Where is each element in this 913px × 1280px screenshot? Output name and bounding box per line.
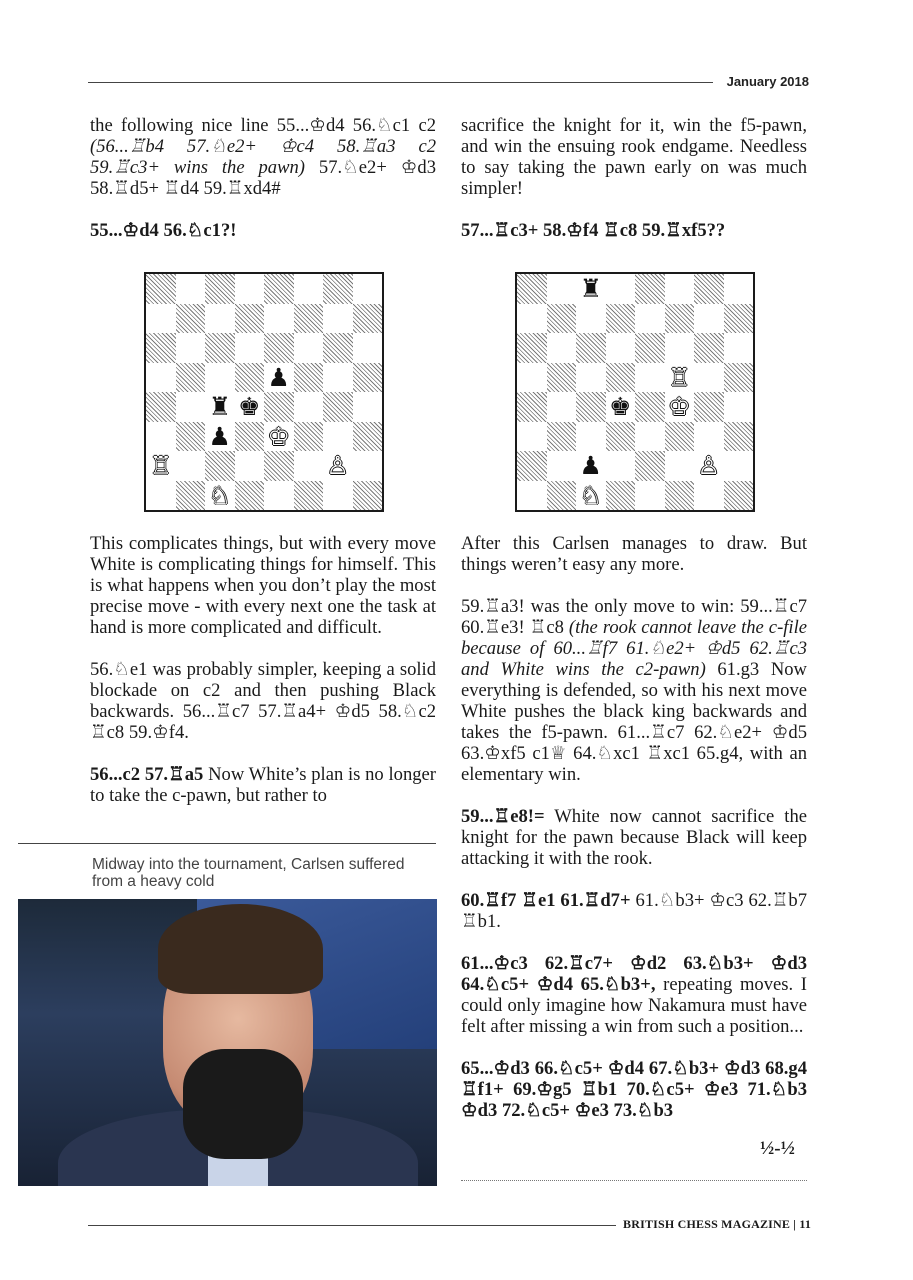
square-d4 (606, 392, 636, 422)
footer-rule (88, 1225, 616, 1226)
square-c8 (576, 274, 606, 304)
black-piece-c4: ♜ (208, 392, 231, 422)
left-paragraph-1: the following nice line 55...♔d4 56.♘c1 c2 (56...♖b4 57.♘e2+ ♔c4 58.♖a3 c2 59.♖c3+ wins the pawn) 57.♘e2+ ♔d3 58.♖d5+ ♖d4 59.♖xd4# (90, 115, 436, 199)
square-c8 (205, 274, 235, 304)
photo-caption: Midway into the tournament, Carlsen suffered from a heavy cold (92, 856, 405, 890)
square-e4 (264, 392, 294, 422)
square-e1 (635, 481, 665, 511)
square-c6 (205, 333, 235, 363)
square-f2 (665, 451, 695, 481)
square-h3 (724, 422, 754, 452)
chess-diagram-1 (144, 272, 384, 512)
square-e7 (635, 304, 665, 334)
square-g1 (323, 481, 353, 511)
square-b2 (547, 451, 577, 481)
square-c6 (576, 333, 606, 363)
square-d7 (235, 304, 265, 334)
square-f7 (294, 304, 324, 334)
square-h2 (724, 451, 754, 481)
square-g2 (323, 451, 353, 481)
square-f8 (665, 274, 695, 304)
square-b1 (176, 481, 206, 511)
left-paragraph-3: 56.♘e1 was probably simpler, keeping a solid blockade on c2 and then pushing Black backwards. 56...♖c7 57.♖a4+ ♔d5 58.♘c2 ♖c8 59.♔f4. (90, 659, 436, 743)
square-d3 (606, 422, 636, 452)
square-h5 (724, 363, 754, 393)
square-e8 (264, 274, 294, 304)
square-h8 (353, 274, 383, 304)
square-c2 (205, 451, 235, 481)
right-paragraph-2: After this Carlsen manages to draw. But things weren’t easy any more. (461, 533, 807, 575)
square-f5 (665, 363, 695, 393)
square-f8 (294, 274, 324, 304)
white-piece-c1: ♘ (579, 480, 602, 510)
square-h8 (724, 274, 754, 304)
carlsen-photo (18, 899, 437, 1186)
square-f4 (665, 392, 695, 422)
square-f4 (294, 392, 324, 422)
right-paragraph-4: 59...♖e8!= White now cannot sacrifice the knight for the pawn because Black will keep attacking it with the rook. (461, 806, 807, 869)
square-g1 (694, 481, 724, 511)
square-c3 (205, 422, 235, 452)
square-g5 (694, 363, 724, 393)
square-e1 (264, 481, 294, 511)
caption-rule (18, 843, 436, 844)
square-b6 (176, 333, 206, 363)
square-b4 (547, 392, 577, 422)
square-e5 (635, 363, 665, 393)
white-piece-f5: ♖ (668, 362, 691, 392)
square-d7 (606, 304, 636, 334)
square-c4 (205, 392, 235, 422)
square-b4 (176, 392, 206, 422)
square-a1 (146, 481, 176, 511)
square-a4 (146, 392, 176, 422)
square-c1 (205, 481, 235, 511)
square-g6 (694, 333, 724, 363)
square-a4 (517, 392, 547, 422)
black-piece-c2: ♟ (579, 451, 602, 481)
square-f1 (294, 481, 324, 511)
square-d8 (235, 274, 265, 304)
square-d5 (606, 363, 636, 393)
right-move-heading-1: 57...♖c3+ 58.♔f4 ♖c8 59.♖xf5?? (461, 220, 726, 241)
header-date: January 2018 (726, 74, 809, 89)
header-rule (88, 82, 713, 83)
square-e6 (264, 333, 294, 363)
square-g3 (694, 422, 724, 452)
square-a1 (517, 481, 547, 511)
right-column-top (461, 115, 807, 262)
square-c5 (576, 363, 606, 393)
square-d2 (606, 451, 636, 481)
square-b8 (547, 274, 577, 304)
square-b2 (176, 451, 206, 481)
square-a6 (517, 333, 547, 363)
square-a6 (146, 333, 176, 363)
square-h3 (353, 422, 383, 452)
square-c7 (205, 304, 235, 334)
square-h2 (353, 451, 383, 481)
square-g8 (323, 274, 353, 304)
footer (623, 1217, 811, 1232)
square-f6 (294, 333, 324, 363)
right-paragraph-6: 61...♔c3 62.♖c7+ ♔d2 63.♘b3+ ♔d3 64.♘c5+ ♔d4 65.♘b3+, repeating moves. I could only imagine how Nakamura must have felt after missing a win from such a position... (461, 953, 807, 1037)
square-a2 (146, 451, 176, 481)
square-e5 (264, 363, 294, 393)
square-g4 (694, 392, 724, 422)
black-piece-d4: ♚ (609, 392, 632, 422)
right-paragraph-5: 60.♖f7 ♖e1 61.♖d7+ 61.♘b3+ ♔c3 62.♖b7 ♖b1. (461, 890, 807, 932)
square-g4 (323, 392, 353, 422)
game-result: ½-½ (760, 1138, 795, 1159)
square-c4 (576, 392, 606, 422)
square-c7 (576, 304, 606, 334)
square-h4 (724, 392, 754, 422)
square-d6 (606, 333, 636, 363)
black-piece-c3: ♟ (208, 421, 231, 451)
square-d2 (235, 451, 265, 481)
square-c2 (576, 451, 606, 481)
square-h4 (353, 392, 383, 422)
square-e8 (635, 274, 665, 304)
square-a7 (146, 304, 176, 334)
right-paragraph-1: sacrifice the knight for it, win the f5-pawn, and win the ensuing rook endgame. Needless to say taking the pawn early on was much simpler! (461, 115, 807, 199)
square-f3 (294, 422, 324, 452)
left-column-bottom (90, 533, 436, 827)
photo-collar (183, 1049, 303, 1159)
square-e4 (635, 392, 665, 422)
square-a5 (146, 363, 176, 393)
left-paragraph-2: This complicates things, but with every move White is complicating things for himself. This is what happens when you don’t play the most precise move - with every next one the task at hand is more complicated and difficult. (90, 533, 436, 638)
square-b5 (547, 363, 577, 393)
black-piece-d4: ♚ (238, 392, 261, 422)
left-column-top (90, 115, 436, 262)
square-g7 (323, 304, 353, 334)
square-h1 (353, 481, 383, 511)
square-f7 (665, 304, 695, 334)
square-b7 (547, 304, 577, 334)
white-piece-g2: ♙ (697, 451, 720, 481)
square-b3 (176, 422, 206, 452)
square-a7 (517, 304, 547, 334)
white-piece-e3: ♔ (267, 421, 290, 451)
black-piece-c8: ♜ (579, 274, 602, 304)
footer-page-number: 11 (799, 1217, 812, 1231)
square-a8 (517, 274, 547, 304)
square-a8 (146, 274, 176, 304)
square-d6 (235, 333, 265, 363)
square-d1 (235, 481, 265, 511)
square-h7 (724, 304, 754, 334)
square-c3 (576, 422, 606, 452)
square-e2 (264, 451, 294, 481)
photo-hair (158, 904, 323, 994)
square-a2 (517, 451, 547, 481)
square-f6 (665, 333, 695, 363)
square-b1 (547, 481, 577, 511)
square-c5 (205, 363, 235, 393)
square-b5 (176, 363, 206, 393)
square-d1 (606, 481, 636, 511)
square-b7 (176, 304, 206, 334)
square-a3 (517, 422, 547, 452)
square-h6 (724, 333, 754, 363)
square-f3 (665, 422, 695, 452)
square-g8 (694, 274, 724, 304)
square-d8 (606, 274, 636, 304)
right-paragraph-3: 59.♖a3! was the only move to win: 59...♖c7 60.♖e3! ♖c8 (the rook cannot leave the c-file because of 60...♖f7 61.♘e2+ ♔d5 62.♖c3 and White wins the c2-pawn) 61.g3 Now everything is defended, so with his next move White pushes the black king backwards and takes the f5-pawn. 61...♖c7 62.♘e2+ ♔d5 63.♔xf5 c1♕ 64.♘xc1 ♖xc1 65.g4, with an elementary win. (461, 596, 808, 785)
square-b3 (547, 422, 577, 452)
square-c1 (576, 481, 606, 511)
square-d5 (235, 363, 265, 393)
chess-diagram-2 (515, 272, 755, 512)
square-h1 (724, 481, 754, 511)
footer-magazine: BRITISH CHESS MAGAZINE | (623, 1217, 797, 1231)
square-d4 (235, 392, 265, 422)
end-rule (461, 1180, 807, 1181)
square-g5 (323, 363, 353, 393)
black-piece-e5: ♟ (267, 362, 290, 392)
square-f1 (665, 481, 695, 511)
square-b6 (547, 333, 577, 363)
square-e6 (635, 333, 665, 363)
square-h6 (353, 333, 383, 363)
square-e3 (264, 422, 294, 452)
square-h7 (353, 304, 383, 334)
right-column-bottom (461, 533, 807, 1142)
white-piece-g2: ♙ (326, 451, 349, 481)
square-a3 (146, 422, 176, 452)
square-h5 (353, 363, 383, 393)
white-piece-a2: ♖ (149, 451, 172, 481)
left-paragraph-4: 56...c2 57.♖a5 Now White’s plan is no longer to take the c-pawn, but rather to (90, 764, 436, 806)
square-e3 (635, 422, 665, 452)
square-g6 (323, 333, 353, 363)
white-piece-f4: ♔ (668, 392, 691, 422)
white-piece-c1: ♘ (208, 480, 231, 510)
square-a5 (517, 363, 547, 393)
square-f5 (294, 363, 324, 393)
right-paragraph-7: 65...♔d3 66.♘c5+ ♔d4 67.♘b3+ ♔d3 68.g4 ♖f1+ 69.♔g5 ♖b1 70.♘c5+ ♔e3 71.♘b3 ♔d3 72.♘c5+ ♔e3 73.♘b3 (461, 1058, 807, 1121)
square-f2 (294, 451, 324, 481)
left-move-heading-1: 55...♔d4 56.♘c1?! (90, 220, 237, 241)
square-e2 (635, 451, 665, 481)
square-e7 (264, 304, 294, 334)
square-d3 (235, 422, 265, 452)
square-g3 (323, 422, 353, 452)
square-g7 (694, 304, 724, 334)
square-g2 (694, 451, 724, 481)
square-b8 (176, 274, 206, 304)
